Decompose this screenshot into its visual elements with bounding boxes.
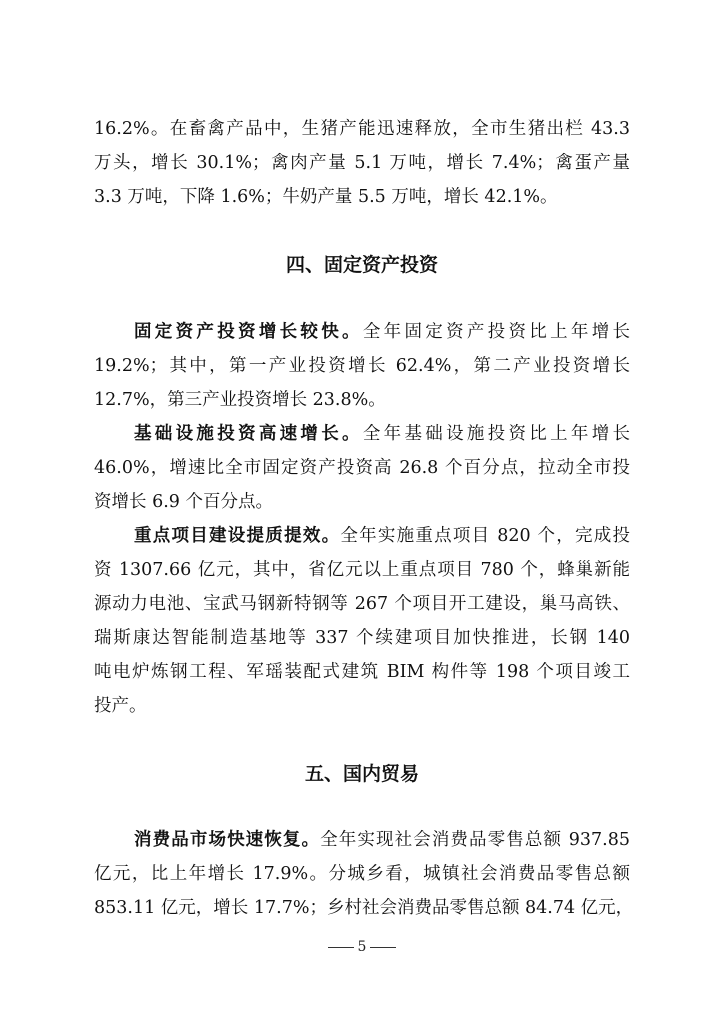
paragraph-line: 万头，增长 30.1%；禽肉产量 5.1 万吨，增长 7.4%；禽蛋产量 — [94, 153, 630, 173]
paragraph-line: 3.3 万吨，下降 1.6%；牛奶产量 5.5 万吨，增长 42.1%。 — [94, 187, 558, 207]
paragraph-first-line — [134, 321, 630, 343]
paragraph-line: 资 1307.66 亿元，其中，省亿元以上重点项目 780 个，蜂巢新能 — [94, 560, 630, 580]
page-number — [0, 938, 724, 956]
paragraph-line: 瑞斯康达智能制造基地等 337 个续建项目加快推进，长钢 140 — [94, 628, 630, 648]
section-heading: 五、国内贸易 — [304, 763, 419, 785]
page-number-value: 5 — [357, 939, 367, 955]
paragraph-line: 资增长 6.9 个百分点。 — [94, 492, 273, 512]
paragraph-line: 亿元，比上年增长 17.9%。分城乡看，城镇社会消费品零售总额 — [94, 864, 630, 884]
paragraph-line: 19.2%；其中，第一产业投资增长 62.4%，第二产业投资增长 — [94, 356, 630, 376]
paragraph-first-line — [134, 525, 630, 547]
paragraph-first-line — [134, 829, 630, 851]
paragraph-line: 投产。 — [94, 696, 147, 716]
page-number-dash-right — [370, 947, 396, 948]
page-number-dash-left — [328, 947, 354, 948]
paragraph-line: 46.0%，增速比全市固定资产投资高 26.8 个百分点，拉动全市投 — [94, 458, 630, 478]
paragraph-line: 16.2%。在畜禽产品中，生猪产能迅速释放，全市生猪出栏 43.3 — [94, 119, 630, 139]
paragraph-line: 853.11 亿元，增长 17.7%；乡村社会消费品零售总额 84.74 亿元， — [94, 898, 634, 918]
paragraph-lead: 固定资产投资增长较快。 — [134, 322, 363, 342]
paragraph-lead: 消费品市场快速恢复。 — [134, 830, 321, 850]
paragraph-text: 全年固定资产投资比上年增长 — [362, 322, 631, 342]
paragraph-text: 全年基础设施投资比上年增长 — [362, 424, 631, 444]
paragraph-line: 吨电炉炼钢工程、军瑶装配式建筑 BIM 构件等 198 个项目竣工 — [94, 662, 630, 682]
paragraph-first-line — [134, 423, 630, 445]
paragraph-text: 全年实现社会消费品零售总额 937.85 — [320, 830, 631, 850]
paragraph-lead: 重点项目建设提质提效。 — [134, 526, 341, 546]
paragraph-line: 12.7%，第三产业投资增长 23.8%。 — [94, 390, 386, 410]
section-heading: 四、固定资产投资 — [285, 254, 438, 276]
paragraph-text: 全年实施重点项目 820 个，完成投 — [340, 526, 631, 546]
paragraph-lead: 基础设施投资高速增长。 — [134, 424, 363, 444]
paragraph-line: 源动力电池、宝武马钢新特钢等 267 个项目开工建设，巢马高铁、 — [94, 594, 630, 614]
